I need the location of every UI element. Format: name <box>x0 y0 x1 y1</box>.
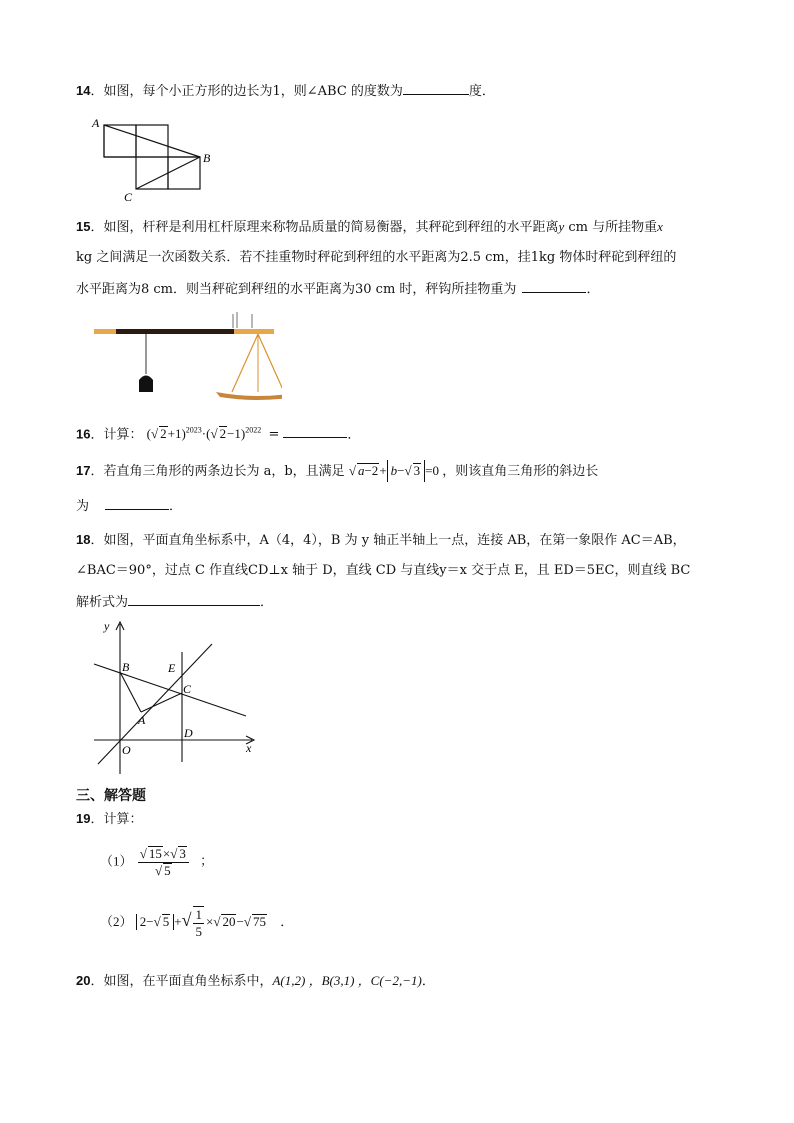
q17-text-2b: ． <box>169 499 183 514</box>
q14-text: ．如图，每个小正方形的边长为1，则∠ABC 的度数为 <box>90 84 403 99</box>
line-y-equals-x <box>98 644 212 764</box>
q14-number: 14 <box>76 83 91 98</box>
q19-part2-label: （2） <box>100 913 133 929</box>
q16-equals: = <box>268 427 280 443</box>
q14-line <box>76 82 495 101</box>
q18-line1 <box>76 531 686 550</box>
q15-text-3b: ． <box>586 282 600 297</box>
q14-label-c: C <box>124 190 133 204</box>
q17-answer-blank <box>105 497 169 510</box>
q19-label: ．计算： <box>90 812 143 827</box>
q18-label-e: E <box>168 661 176 675</box>
q19-line <box>76 810 142 829</box>
q18-text-3b: ． <box>260 595 274 610</box>
pan-string-right <box>258 334 282 392</box>
q19-part2-end: ． <box>280 913 294 929</box>
q18-coordinate-figure <box>88 614 268 776</box>
q19-part1 <box>100 846 213 879</box>
q15-answer-blank <box>522 280 586 293</box>
q17-number: 17 <box>76 463 91 478</box>
q18-number: 18 <box>76 532 91 547</box>
q20-end: ． <box>421 974 435 989</box>
q15-line1 <box>76 218 663 237</box>
q14-text-end: 度． <box>468 84 495 99</box>
q16-end: ． <box>347 427 361 443</box>
q15-var-x: x <box>657 219 663 234</box>
q17-text-2a: 为 <box>76 499 90 514</box>
q18-line2: ∠BAC＝90°，过点 C 作直线CD⊥x 轴于 D，直线 CD 与直线y＝x 交于点 E，且 ED＝5EC，则直线 BC <box>76 563 691 578</box>
q18-label-c: C <box>183 682 192 696</box>
q18-label-a: A <box>138 713 146 727</box>
q19-part1-end: ； <box>200 853 214 869</box>
q14-label-b: B <box>203 151 211 165</box>
q18-label-d: D <box>184 726 193 740</box>
q18-answer-blank <box>128 593 260 606</box>
q17-text-b: ，则该直角三角形的斜边长 <box>442 464 599 479</box>
segment-ab <box>120 672 141 712</box>
q16-line <box>76 420 360 446</box>
q16-expression: (√ 2+1)$^{2023}$·(√ 2−1)$^{2022}$ <box>147 426 265 441</box>
segment-ac <box>141 693 182 712</box>
q14-label-a: A <box>92 116 100 130</box>
steelyard-figure <box>92 308 282 404</box>
q19-part2: （2） 2−√ 5 +√ $\frac{1}{5}$ ×√ 20−√ 75 ． <box>100 906 293 940</box>
q16-label: ．计算： <box>90 427 143 443</box>
q19-part1-label: （1） <box>100 853 133 869</box>
q20-number: 20 <box>76 973 91 988</box>
q15-number: 15 <box>76 219 91 234</box>
q16-exponent-2: 2022 <box>245 426 262 435</box>
q18-label-y: y <box>104 619 110 633</box>
hanging-loop <box>233 312 237 328</box>
q15-text-1b: cm 与所挂物重 <box>564 220 658 235</box>
q15-line3 <box>76 280 599 299</box>
q18-label-b: B <box>122 660 130 674</box>
q16-exponent-1: 2023 <box>185 426 202 435</box>
q20-text: ．如图，在平面直角坐标系中， <box>90 974 273 989</box>
scale-pan <box>216 392 282 400</box>
counterweight <box>139 376 153 393</box>
q17-line2 <box>76 497 182 516</box>
q20-line <box>76 972 435 991</box>
q18-label-o: O <box>122 743 131 757</box>
q14-grid-figure <box>88 112 218 204</box>
q16-answer-blank <box>283 425 347 438</box>
q15-text-3a: 水平距离为8 cm．则当秤砣到秤纽的水平距离为30 cm 时，秤钩所挂物重为 <box>76 282 517 297</box>
q17-line1 <box>76 460 598 483</box>
q18-line3 <box>76 593 273 612</box>
steelyard-beam-dark <box>116 329 234 334</box>
q16-number: 16 <box>76 426 91 442</box>
q17-text-a: ．若直角三角形的两条边长为 a，b，且满足 <box>90 464 345 479</box>
q19-part1-fraction: √ 15×√ 3 √ 5 <box>138 846 189 879</box>
q18-text-3a: 解析式为 <box>76 595 129 610</box>
q18-text-1: ．如图，平面直角坐标系中，A（4，4），B 为 y 轴正半轴上一点，连接 AB，在第一象限作 AC＝AB， <box>90 533 686 548</box>
q15-text-1a: ．如图，杆秤是利用杠杆原理来称物品质量的简易衡器，其秤砣到秤纽的水平距离 <box>90 220 559 235</box>
q20-points: A(1,2) ，B(3,1) ，C(−2,−1) <box>272 973 422 988</box>
q15-var-y: y <box>558 219 565 234</box>
section-title: 三、解答题 <box>76 788 146 804</box>
pan-string-left <box>232 334 258 392</box>
q17-condition: √ a−2+ b−√ 3 =0 <box>349 463 442 478</box>
q15-line2: kg 之间满足一次函数关系．若不挂重物时秤砣到秤纽的水平距离为2.5 cm，挂1kg 物体时秤砣到秤纽的 <box>76 250 677 265</box>
q18-label-x: x <box>246 741 252 755</box>
q19-number: 19 <box>76 811 91 826</box>
q14-answer-blank <box>403 82 469 95</box>
